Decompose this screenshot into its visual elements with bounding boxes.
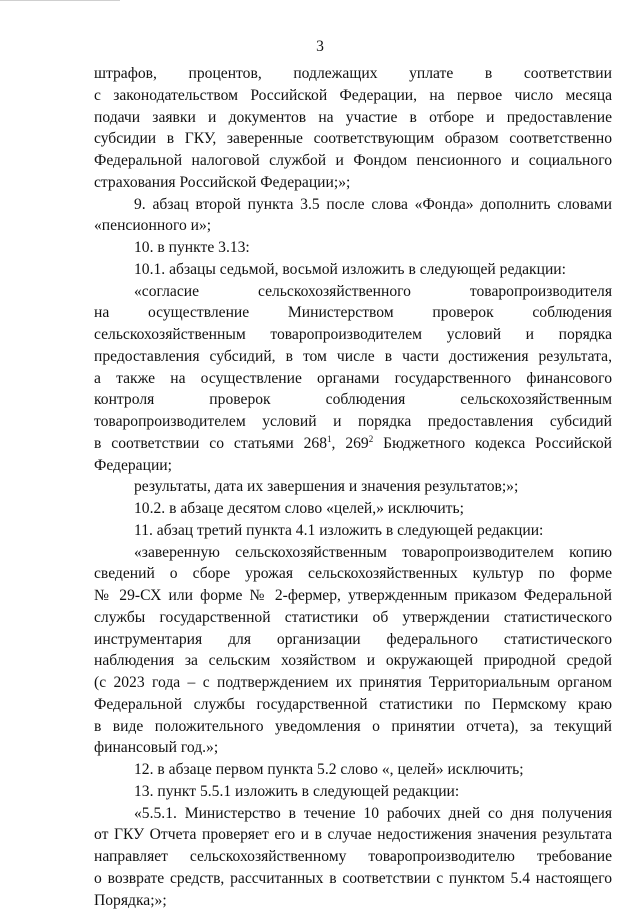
text-line: направляет сельскохозяйственному товаропроизводителю требование — [94, 848, 612, 865]
text-line: с законодательством Российской Федерации, на первое число месяца — [94, 86, 612, 104]
text-line: «заверенную сельскохозяйственным товаропроизводителем копию — [134, 543, 612, 561]
text-line: инструментария для организации федерального статистического — [94, 630, 612, 648]
text-line: сведений о сборе урожая сельскохозяйственных культур по форме — [94, 565, 612, 583]
text-line: контроля проверок соблюдения сельскохозяйственным — [94, 391, 612, 409]
text-line: (с 2023 года – с подтверждением их принятия Территориальным органом — [94, 674, 612, 691]
text-line: 13. пункт 5.5.1 изложить в следующей редакции: — [134, 782, 460, 800]
text-line: предоставления субсидий, в том числе в части достижения результата, — [94, 347, 612, 365]
text-line: наблюдения за сельским хозяйством и окружающей природной средой — [94, 652, 612, 670]
text-line: службы государственной статистики об утверждении статистического — [94, 608, 612, 626]
text-line: на осуществление Министерством проверок соблюдения — [94, 304, 612, 322]
text-line: 11. абзац третий пункта 4.1 изложить в следующей редакции: — [134, 521, 544, 539]
text-line: финансовый год.»; — [94, 739, 219, 757]
page-number: 3 — [316, 38, 324, 55]
text-line: 10. в пункте 3.13: — [134, 239, 250, 256]
text-line: о возврате средств, рассчитанных в соответствии с пунктом 5.4 настоящего — [94, 869, 612, 887]
scan-edge-mark — [0, 0, 120, 4]
text-line: 12. в абзаце первом пункта 5.2 слово «, целей» исключить; — [134, 761, 524, 778]
text-line: Федеральной налоговой службой и Фондом пенсионного и социального — [94, 152, 612, 169]
text-line: сельскохозяйственным товаропроизводителем условий и порядка — [94, 326, 612, 343]
text-line: 9. абзац второй пункта 3.5 после слова «Фонда» дополнить словами — [134, 195, 612, 213]
text-line: субсидии в ГКУ, заверенные соответствующим образом соответственно — [94, 130, 612, 148]
text-line: в соответствии со статьями $268^1$, $269^2$ Бюджетного кодекса Российской — [94, 433, 612, 452]
text-line: № 29-СХ или форме № 2-фермер, утвержденным приказом Федеральной — [94, 587, 612, 604]
text-line: «согласие сельскохозяйственного товаропроизводителя — [134, 282, 612, 300]
text-line: Порядка;»; — [94, 891, 167, 909]
text-line: а также на осуществление органами государственного финансового — [94, 369, 612, 387]
text-line: страхования Российской Федерации;»; — [94, 173, 351, 191]
text-line: от ГКУ Отчета проверяет его и в случае недостижения значения результата — [94, 826, 612, 844]
text-line: «5.5.1. Министерство в течение 10 рабочих дней со дня получения — [134, 804, 612, 822]
text-line: 10.1. абзацы седьмой, восьмой изложить в следующей редакции: — [134, 260, 566, 278]
text-line: Федерации; — [94, 456, 172, 474]
text-line: Федеральной службы государственной статистики по Пермскому краю — [94, 695, 612, 713]
text-line: штрафов, процентов, подлежащих уплате в соответствии — [94, 65, 612, 82]
text-line: товаропроизводителем условий и порядка предоставления субсидий — [94, 413, 612, 430]
text-line: подачи заявки и документов на участие в отборе и предоставление — [94, 108, 612, 126]
text-line: 10.2. в абзаце десятом слово «целей,» исключить; — [134, 500, 464, 517]
text-line: результаты, дата их завершения и значения результатов;»; — [134, 478, 519, 496]
text-line: «пенсионного и»; — [94, 217, 212, 235]
text-line: в виде положительного уведомления о принятии отчета), за текущий — [94, 717, 612, 735]
